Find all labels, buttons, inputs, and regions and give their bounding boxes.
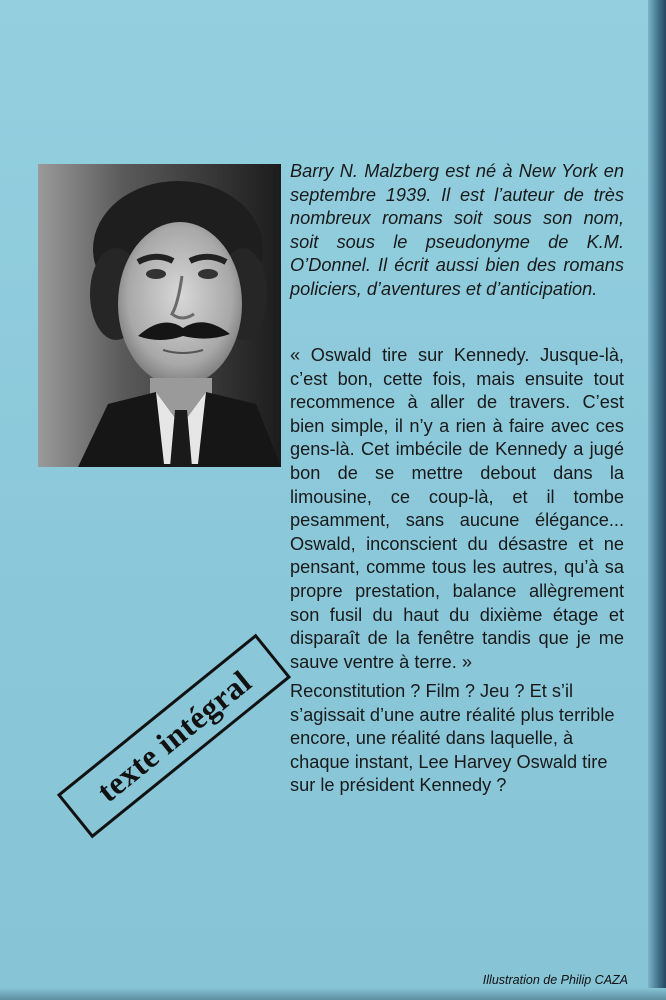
illustration-credit: Illustration de Philip CAZA bbox=[482, 973, 628, 987]
excerpt-quote: « Oswald tire sur Kennedy. Jusque-là, c’est bon, cette fois, mais ensuite tout recommence à aller de travers. C’est bien simple, il n’y a rien à faire avec ces gens-là. Cet imbécile de Kennedy a jugé bon de se mettre debout dans la limousine, ce coup-là, et il tombe pesamment, sans aucune élégance... Oswald, inconscient du désastre et ne pensant, comme tous les autres, qu’à sa propre prestation, balance allègrement son fusil du haut du dixième étage et disparaît de la fenêtre tandis que je me sauve ventre à terre. » bbox=[290, 345, 624, 672]
author-bio: Barry N. Malzberg est né à New York en septembre 1939. Il est l’auteur de très nombreux romans soit sous son nom, soit sous le pseudonyme de K.M. O’Donnel. Il écrit aussi bien des romans policiers, d’aventures et d’anticipation. bbox=[290, 161, 624, 299]
cover-bottom-edge bbox=[0, 988, 666, 1000]
cover-edge-strip bbox=[648, 0, 666, 1000]
blurb-pitch: Reconstitution ? Film ? Jeu ? Et s’il s’agissait d’une autre réalité plus terrible encore, une réalité dans laquelle, à chaque instant, Lee Harvey Oswald tire sur le président Kennedy ? bbox=[290, 681, 615, 796]
stamp-label: texte intégral bbox=[89, 662, 258, 809]
author-photo bbox=[38, 164, 281, 467]
